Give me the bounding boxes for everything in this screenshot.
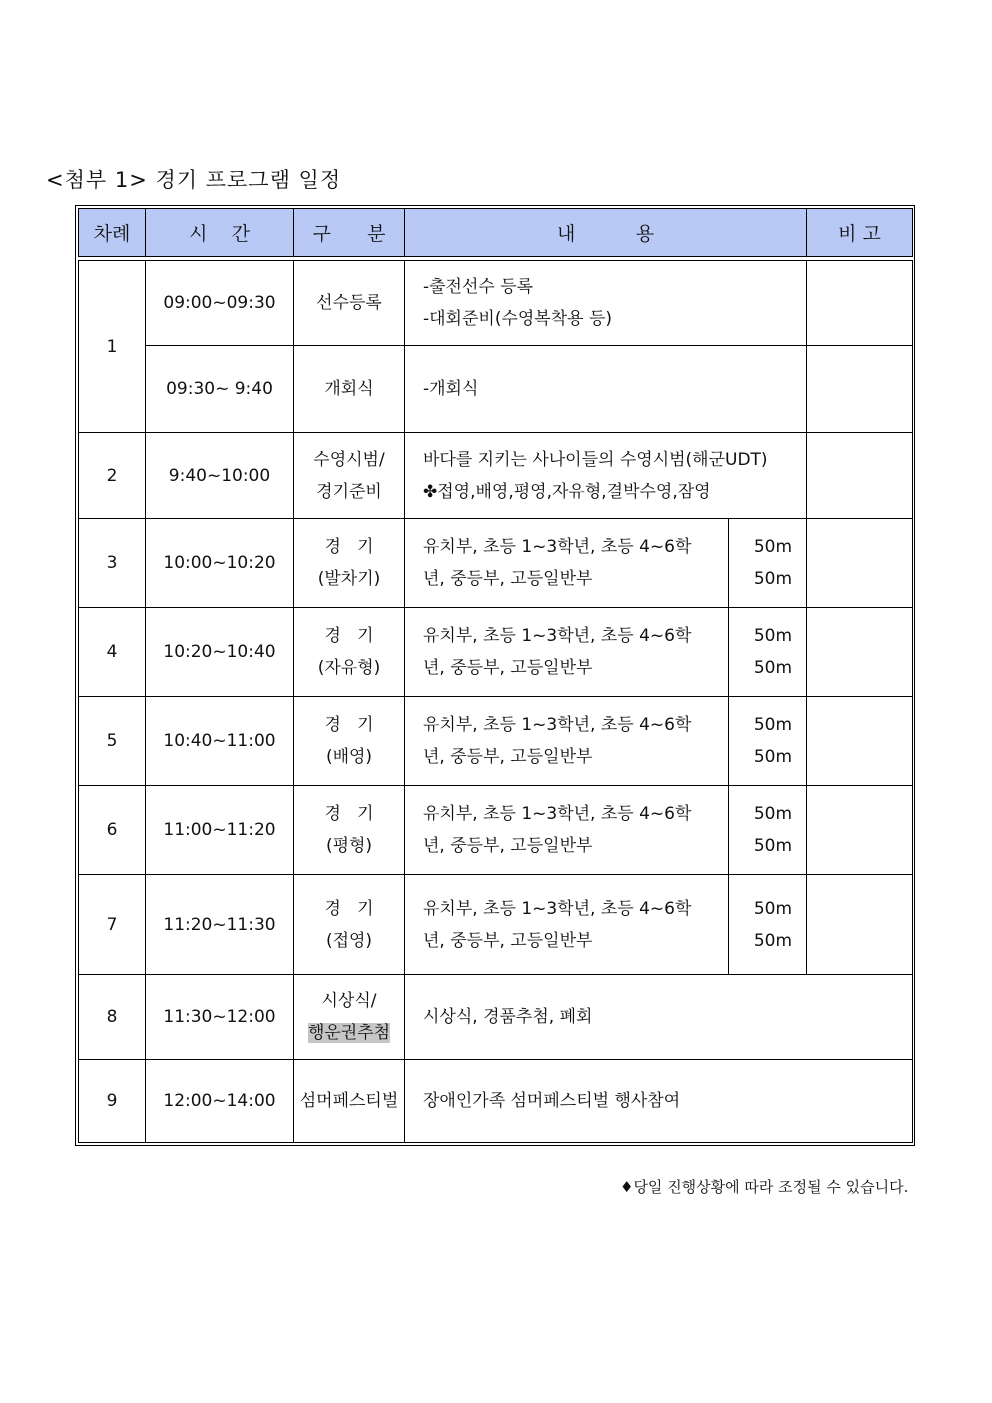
- time-cell: 10:00~10:20: [146, 519, 294, 608]
- content-line: -개회식: [423, 379, 479, 399]
- time-cell: 09:00~09:30: [146, 261, 294, 346]
- content-cell: [405, 433, 807, 519]
- category-cell: [294, 697, 405, 786]
- content-line: -대회준비(수영복착용 등): [423, 309, 613, 329]
- remarks-cell: [807, 697, 913, 786]
- remarks-cell: [807, 433, 913, 519]
- distance-value: 50m: [753, 658, 793, 678]
- time-cell: 12:00~14:00: [146, 1060, 294, 1143]
- category-cell: [294, 975, 405, 1060]
- category-line: 경기준비: [316, 481, 382, 502]
- table-row: [79, 875, 913, 975]
- order-cell: 9: [79, 1060, 146, 1143]
- content-line: 년, 중등부, 고등일반부: [423, 930, 593, 951]
- distance-cell: [729, 519, 807, 608]
- header-order: 차례: [79, 209, 146, 257]
- distance-value: 50m: [753, 569, 793, 589]
- time-cell: 10:20~10:40: [146, 608, 294, 697]
- category-line: 경 기: [324, 715, 374, 735]
- time-cell: 9:40~10:00: [146, 433, 294, 519]
- content-cell: [405, 261, 807, 346]
- category-cell: 선수등록: [294, 261, 405, 346]
- header-category: 구 분: [294, 209, 405, 257]
- content-line: 시상식, 경품추첨, 폐회: [423, 1007, 593, 1027]
- header-content: 내 용: [405, 209, 807, 257]
- order-cell: 4: [79, 608, 146, 697]
- category-cell: [294, 433, 405, 519]
- distance-value: 50m: [753, 747, 793, 767]
- category-cell: 섬머페스티벌: [294, 1060, 405, 1143]
- category-line: 시상식/: [321, 991, 377, 1011]
- category-line: 경 기: [324, 626, 374, 646]
- highlighted-category-line: 행운권추첨: [307, 1023, 391, 1043]
- remarks-cell: [807, 261, 913, 346]
- content-line: 유치부, 초등 1~3학년, 초등 4~6학: [423, 626, 692, 646]
- distance-cell: [729, 697, 807, 786]
- table-row: [79, 697, 913, 786]
- document-title: <첨부 1> 경기 프로그램 일정: [46, 168, 342, 192]
- time-cell: 11:20~11:30: [146, 875, 294, 975]
- category-cell: [294, 608, 405, 697]
- category-line: (자유형): [317, 658, 381, 678]
- content-cell: [405, 697, 729, 786]
- remarks-cell: [807, 786, 913, 875]
- order-cell: 3: [79, 519, 146, 608]
- category-cell: [294, 875, 405, 975]
- table-row: [79, 975, 913, 1060]
- distance-cell: [729, 608, 807, 697]
- schedule-table-frame: [75, 205, 915, 1146]
- remarks-cell: [807, 875, 913, 975]
- content-line: 년, 중등부, 고등일반부: [423, 836, 593, 856]
- content-line: 유치부, 초등 1~3학년, 초등 4~6학: [423, 804, 692, 824]
- table-row: [79, 608, 913, 697]
- time-cell: 10:40~11:00: [146, 697, 294, 786]
- category-line: (평형): [325, 836, 373, 856]
- content-cell: [405, 519, 729, 608]
- distance-value: 50m: [753, 537, 793, 557]
- table-row: [79, 786, 913, 875]
- content-cell: [405, 346, 807, 433]
- order-cell: 5: [79, 697, 146, 786]
- distance-value: 50m: [753, 804, 793, 824]
- content-line: 유치부, 초등 1~3학년, 초등 4~6학: [423, 537, 692, 557]
- content-cell: [405, 875, 729, 975]
- table-row: [79, 519, 913, 608]
- time-cell: 09:30~ 9:40: [146, 346, 294, 433]
- time-cell: 11:30~12:00: [146, 975, 294, 1060]
- content-line: 년, 중등부, 고등일반부: [423, 569, 593, 589]
- category-cell: [294, 519, 405, 608]
- category-line: 경 기: [324, 898, 374, 919]
- content-cell: [405, 786, 729, 875]
- order-cell: 6: [79, 786, 146, 875]
- distance-value: 50m: [753, 715, 793, 735]
- header-time: 시 간: [146, 209, 294, 257]
- footnote: ♦당일 진행상황에 따라 조정될 수 있습니다.: [620, 1178, 909, 1196]
- category-cell: 개회식: [294, 346, 405, 433]
- schedule-table: [78, 208, 913, 1143]
- content-line: 년, 중등부, 고등일반부: [423, 658, 593, 678]
- table-row: [79, 433, 913, 519]
- distance-value: 50m: [753, 930, 793, 951]
- category-line-wrap: [294, 1017, 404, 1049]
- header-row: [79, 209, 913, 257]
- content-line: 바다를 지키는 사나이들의 수영시범(해군UDT): [423, 449, 768, 470]
- table-row: [79, 1060, 913, 1143]
- category-line: 경 기: [324, 537, 374, 557]
- content-line: 유치부, 초등 1~3학년, 초등 4~6학: [423, 898, 692, 919]
- category-line: 수영시범/: [313, 449, 385, 470]
- category-line: (접영): [325, 930, 373, 951]
- category-line: (발차기): [317, 569, 381, 589]
- category-line: (배영): [325, 747, 373, 767]
- remarks-cell: [807, 346, 913, 433]
- content-line: ✤접영,배영,평영,자유형,결박수영,잠영: [423, 481, 711, 502]
- remarks-cell: [807, 519, 913, 608]
- distance-value: 50m: [753, 626, 793, 646]
- distance-value: 50m: [753, 898, 793, 919]
- content-cell: [405, 975, 913, 1060]
- order-cell: 8: [79, 975, 146, 1060]
- distance-cell: [729, 786, 807, 875]
- distance-value: 50m: [753, 836, 793, 856]
- content-cell: [405, 1060, 913, 1143]
- table-row: [79, 261, 913, 346]
- category-cell: [294, 786, 405, 875]
- content-line: 유치부, 초등 1~3학년, 초등 4~6학: [423, 715, 692, 735]
- content-line: 년, 중등부, 고등일반부: [423, 747, 593, 767]
- category-line: 경 기: [324, 804, 374, 824]
- header-remarks: 비 고: [807, 209, 913, 257]
- distance-cell: [729, 875, 807, 975]
- order-cell: 7: [79, 875, 146, 975]
- time-cell: 11:00~11:20: [146, 786, 294, 875]
- table-row: [79, 346, 913, 433]
- remarks-cell: [807, 608, 913, 697]
- content-cell: [405, 608, 729, 697]
- order-cell: 1: [79, 261, 146, 433]
- order-cell: 2: [79, 433, 146, 519]
- content-line: 장애인가족 섬머페스티벌 행사참여: [423, 1091, 681, 1111]
- content-line: -출전선수 등록: [423, 277, 534, 297]
